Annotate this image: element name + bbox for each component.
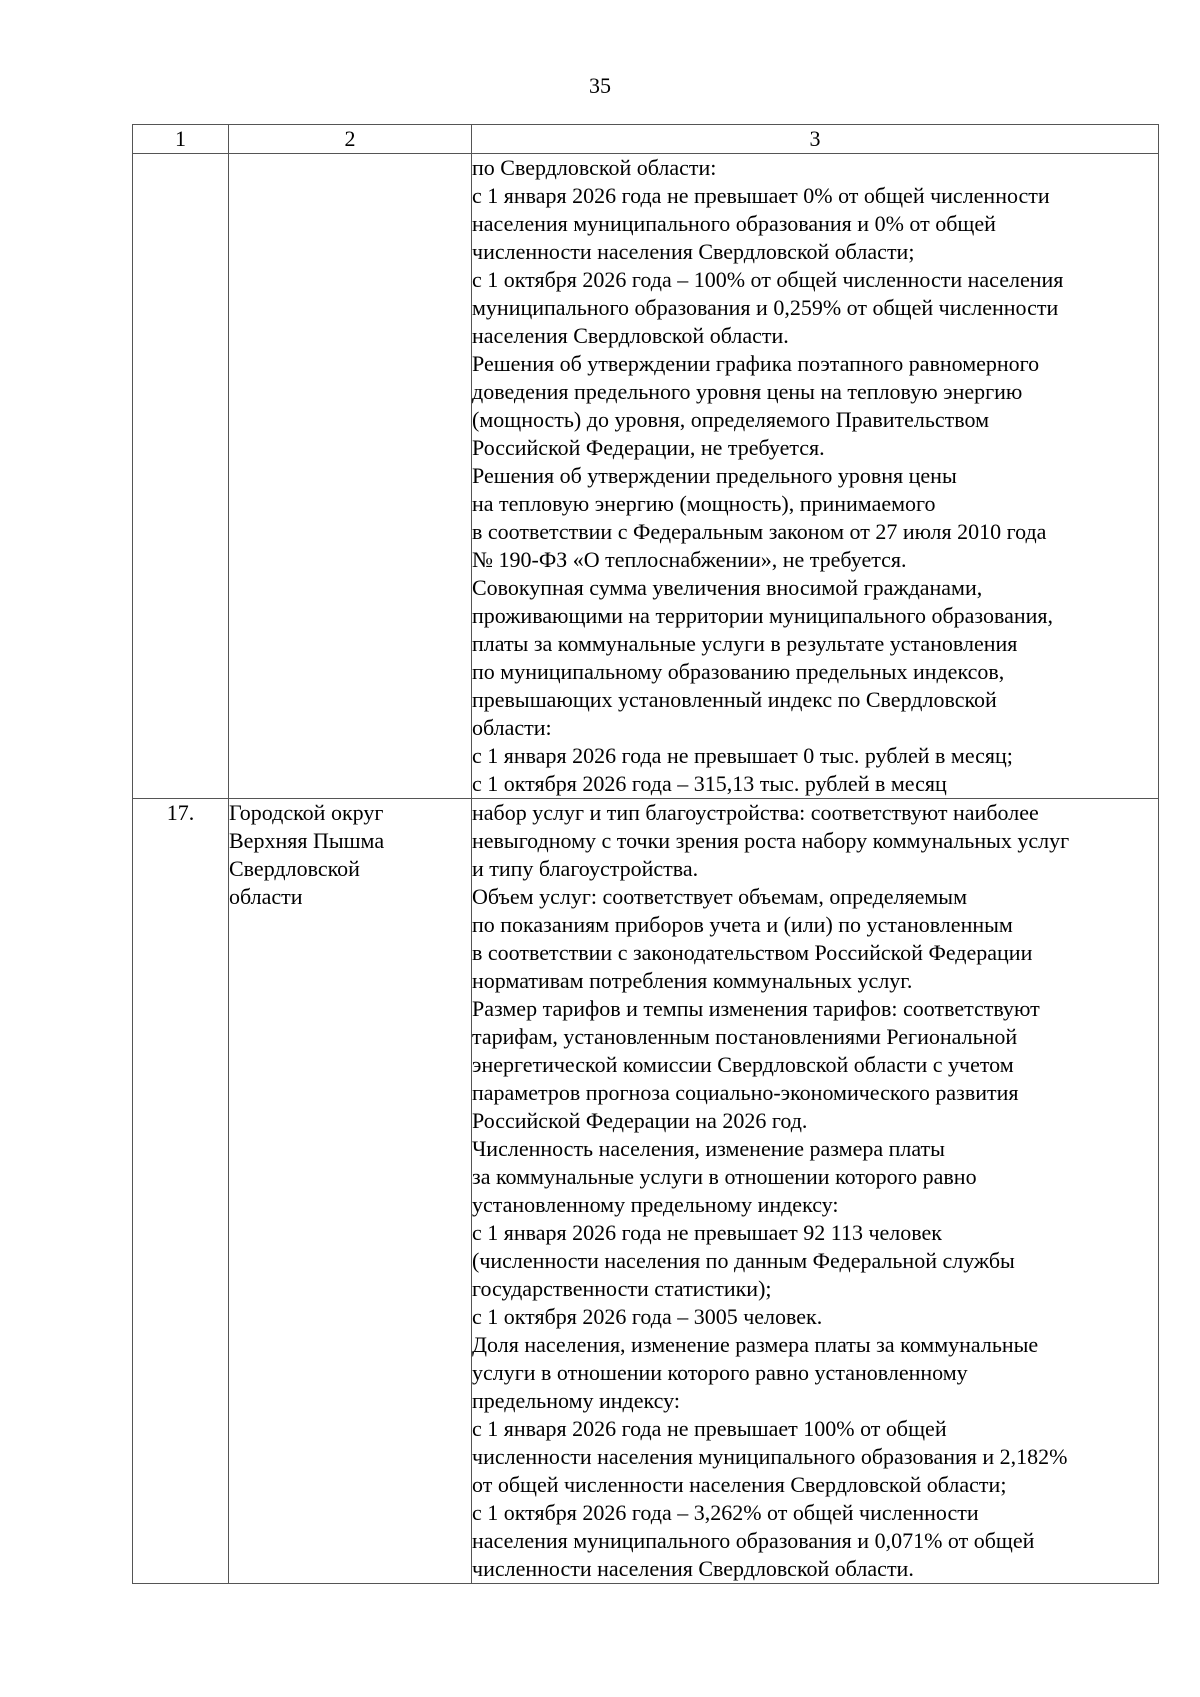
description-line: по показаниям приборов учета и (или) по установленным (472, 912, 1013, 937)
description-line: в соответствии с Федеральным законом от 27 июля 2010 года (472, 519, 1047, 544)
municipality-name-line: Свердловской (229, 856, 360, 881)
description-line: платы за коммунальные услуги в результате установления (472, 631, 1018, 656)
municipality-name-line: Верхняя Пышма (229, 828, 385, 853)
description-line: с 1 января 2026 года не превышает 0 тыс. рублей в месяц; (472, 743, 1013, 768)
document-table (132, 124, 1159, 1584)
description-line: предельному индексу: (472, 1388, 680, 1413)
municipality-name-line: области (229, 884, 303, 909)
description-line: набор услуг и тип благоустройства: соответствуют наиболее (472, 800, 1039, 825)
description-line: в соответствии с законодательством Российской Федерации (472, 940, 1033, 965)
description-line: численности населения Свердловской области. (472, 1556, 914, 1581)
description-line: параметров прогноза социально-экономического развития (472, 1080, 1019, 1105)
description-line: численности населения муниципального образования и 2,182% (472, 1444, 1068, 1469)
description-line: (численности населения по данным Федеральной службы (472, 1248, 1015, 1273)
table-row (133, 154, 1159, 799)
description-line: Решения об утверждении графика поэтапного равномерного (472, 351, 1040, 376)
municipality-name-cell (229, 799, 472, 1584)
description-line: и типу благоустройства. (472, 856, 699, 881)
description-line: численности населения Свердловской области; (472, 239, 915, 264)
table-header-row (133, 125, 1159, 154)
description-line: с 1 октября 2026 года – 3,262% от общей численности (472, 1500, 979, 1525)
description-line: Совокупная сумма увеличения вносимой гражданами, (472, 575, 983, 600)
description-line: с 1 октября 2026 года – 100% от общей численности населения (472, 267, 1064, 292)
description-line: нормативам потребления коммунальных услуг. (472, 968, 913, 993)
description-line: невыгодному с точки зрения роста набору коммунальных услуг (472, 828, 1070, 853)
description-line: с 1 января 2026 года не превышает 0% от общей численности (472, 183, 1050, 208)
description-line: на тепловую энергию (мощность), принимаемого (472, 491, 936, 516)
description-line: тарифам, установленным постановлениями Региональной (472, 1024, 1018, 1049)
description-line: превышающих установленный индекс по Свердловской (472, 687, 997, 712)
description-line: Объем услуг: соответствует объемам, определяемым (472, 884, 968, 909)
description-line: с 1 октября 2026 года – 315,13 тыс. рублей в месяц (472, 771, 947, 796)
description-cell (472, 154, 1159, 799)
column-header-3: 3 (472, 125, 1159, 154)
description-line: проживающими на территории муниципального образования, (472, 603, 1054, 628)
column-header-1: 1 (133, 125, 229, 154)
description-line: установленному предельному индексу: (472, 1192, 839, 1217)
description-cell (472, 799, 1159, 1584)
description-line: услуги в отношении которого равно установленному (472, 1360, 968, 1385)
description-line: № 190-ФЗ «О теплоснабжении», не требуется. (472, 547, 907, 572)
description-line: энергетической комиссии Свердловской области с учетом (472, 1052, 1014, 1077)
description-line: Российской Федерации на 2026 год. (472, 1108, 808, 1133)
description-line: Российской Федерации, не требуется. (472, 435, 825, 460)
page-number: 35 (589, 73, 611, 98)
description-line: области: (472, 715, 552, 740)
row-number-cell: 17. (133, 799, 229, 1584)
description-line: Численность населения, изменение размера платы (472, 1136, 945, 1161)
description-line: населения муниципального образования и 0,071% от общей (472, 1528, 1035, 1553)
description-line: доведения предельного уровня цены на тепловую энергию (472, 379, 1023, 404)
description-line: государственности статистики); (472, 1276, 772, 1301)
description-line: населения муниципального образования и 0% от общей (472, 211, 996, 236)
description-line: Доля населения, изменение размера платы за коммунальные (472, 1332, 1039, 1357)
description-line: за коммунальные услуги в отношении которого равно (472, 1164, 977, 1189)
municipality-name-cell (229, 154, 472, 799)
description-line: по муниципальному образованию предельных индексов, (472, 659, 1005, 684)
table-row (133, 799, 1159, 1584)
description-line: по Свердловской области: (472, 155, 717, 180)
description-line: муниципального образования и 0,259% от общей численности (472, 295, 1059, 320)
municipality-name-line: Городской округ (229, 800, 384, 825)
column-header-2: 2 (229, 125, 472, 154)
description-line: населения Свердловской области. (472, 323, 789, 348)
description-line: от общей численности населения Свердловской области; (472, 1472, 1007, 1497)
description-line: с 1 октября 2026 года – 3005 человек. (472, 1304, 823, 1329)
row-number-cell (133, 154, 229, 799)
description-line: с 1 января 2026 года не превышает 92 113 человек (472, 1220, 942, 1245)
description-line: (мощность) до уровня, определяемого Правительством (472, 407, 990, 432)
description-line: Размер тарифов и темпы изменения тарифов: соответствуют (472, 996, 1040, 1021)
description-line: Решения об утверждении предельного уровня цены (472, 463, 957, 488)
description-line: с 1 января 2026 года не превышает 100% от общей (472, 1416, 947, 1441)
